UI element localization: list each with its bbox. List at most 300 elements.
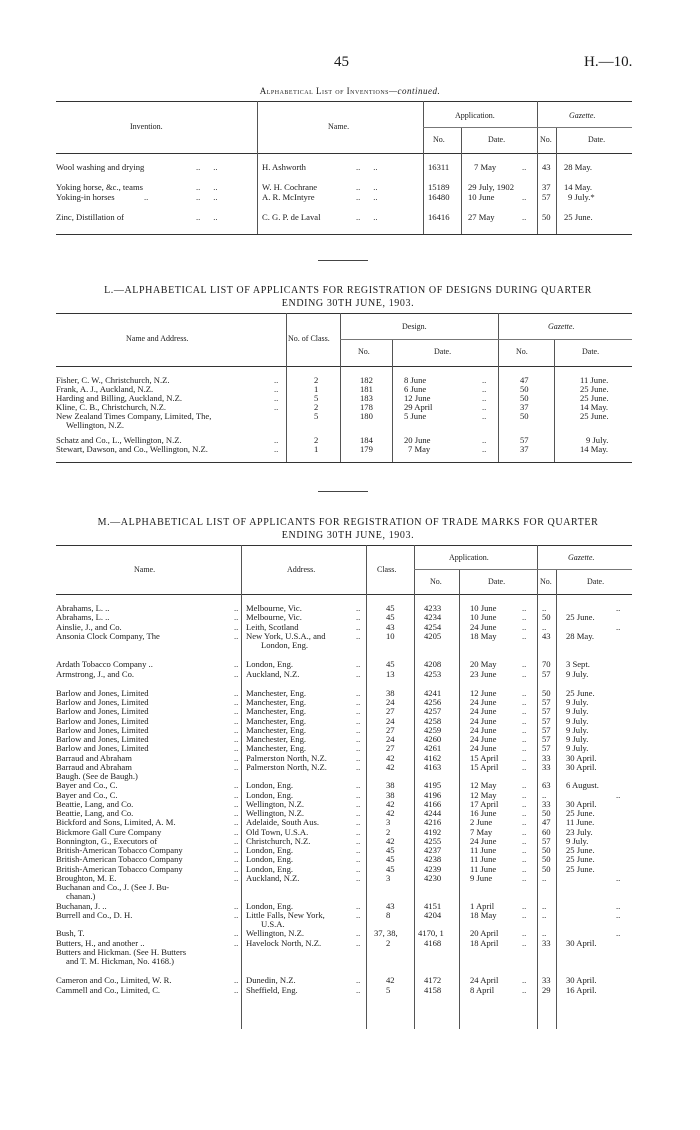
cell-design-date: 12 June [404,393,431,403]
cell-app-date: 7 May [470,826,493,837]
col-header-date: Date. [588,135,606,144]
cell-gaz-date: 11 June. [566,817,595,828]
cell-design-no: 182 [360,375,373,385]
cell-gaz-date: .. [616,872,621,883]
subtitle-text: Alphabetical List of Inventions [259,86,389,96]
cell-app-no: 4233 [424,603,442,613]
cell-gaz-date: 30 April. [566,752,597,763]
cell-design-no: 178 [360,402,373,412]
cell-class: 27 [386,724,395,735]
cell-gazette-date: 11 June. [580,375,609,385]
cell-class: 2 [386,937,391,948]
col-header-no: No. [433,135,445,144]
cell-gaz-no: 33 [542,752,551,763]
cell-app-date: 10 June [468,192,495,202]
cell-app-no: 4258 [424,715,442,726]
cell-gazette-date: 14 May. [580,444,609,454]
cell-design-no: 183 [360,393,373,403]
cell-app-no: 4253 [424,668,442,679]
cell-gaz-date: 9 July. [566,668,589,679]
cell-app-date: 15 April [470,761,499,772]
cell-app-date: 1 April [470,900,495,911]
cell-app-no: 4244 [424,808,442,818]
cell-app-date: 18 May [470,630,497,641]
cell-gaz-no: 33 [542,798,551,809]
cell-app-date: 24 June [470,743,497,754]
cell-class: 10 [386,630,395,641]
col-divider [241,545,242,1029]
cell-gaz-no: 70 [542,659,551,670]
cell-address: Wellington, N.Z. [246,798,305,809]
cell-app-date: 16 June [470,808,497,818]
cell-name: C. G. P. de Laval [262,212,321,222]
cell-app-no: 4196 [424,789,442,800]
cell-design-date: 20 June [404,435,431,445]
cell-gaz-no: 57 [542,192,551,202]
cell-address: Old Town, U.S.A. [246,826,309,837]
cell-app-date: 24 June [470,621,497,632]
cell-name: Ainslie, J., and Co. [56,621,122,632]
col-header-class: Class. [377,565,397,574]
cell-address: Sheffield, Eng. [246,984,298,995]
cell-name: Barlow and Jones, Limited [56,724,149,735]
cell-app-no: 4254 [424,621,442,632]
cell-gazette-date: 25 June. [580,411,609,421]
cell-invention: Wool washing and drying [56,162,145,172]
cell-address-cont: U.S.A. [261,919,285,929]
cell-gaz-no: .. [542,909,547,920]
cell-gazette-no: 57 [520,435,529,445]
table-top-rule [56,313,632,314]
cell-app-date: 12 June [470,687,497,698]
cell-gaz-no: 57 [542,724,551,735]
cell-app-date: 9 June [470,872,493,883]
cell-class: 13 [386,668,395,679]
cell-app-no: 4151 [424,900,442,911]
col-divider [340,313,341,462]
cell-name: Barlow and Jones, Limited [56,697,149,707]
cell-app-no: 4205 [424,630,442,641]
cell-gaz-date: 25 June. [566,687,595,698]
cell-name: Beattie, Lang, and Co. [56,808,134,818]
cell-gaz-date: 6 August. [566,780,599,791]
cell-name: New Zealand Times Company, Limited, The, [56,411,212,421]
cell-gaz-date: 16 April. [566,984,597,995]
col-header-gazette: Gazette. [568,553,595,562]
cell-name: Kline, C. B., Christchurch, N.Z. [56,402,167,412]
cell-name: British-American Tobacco Company [56,854,183,865]
cell-gaz-no: .. [542,872,547,883]
cell-class: 1 [314,444,319,454]
cell-name: Barraud and Abraham [56,761,132,772]
cell-gaz-date: 30 April. [566,975,597,986]
cell-name: British-American Tobacco Company [56,845,183,855]
cell-app-date: 7 May [474,162,497,172]
cell-name: W. H. Cochrane [262,182,318,192]
cell-address: Havelock North, N.Z. [246,937,322,948]
col-header-no: No. [430,577,442,586]
col-divider [414,545,415,1029]
cell-gaz-no: 63 [542,780,551,791]
section-separator [318,260,368,261]
cell-name: A. R. McIntyre [262,192,315,202]
cell-gaz-no: 57 [542,835,551,846]
cell-address: Palmerston North, N.Z. [246,761,327,772]
cell-gaz-no: 47 [542,817,551,828]
cell-gaz-no: 33 [542,761,551,772]
cell-gaz-no: .. [542,621,547,632]
cell-invention: Zinc, Distillation of [56,212,125,222]
cell-app-date: 24 June [470,706,497,717]
cell-address: London, Eng. [246,900,294,911]
col-header-no: No. [540,135,552,144]
cell-design-date: 7 May [408,444,431,454]
subheader-rule [414,569,632,570]
trademarks-heading [48,516,648,542]
cell-app-no: 16416 [428,212,450,222]
cell-design-no: 184 [360,435,373,445]
cell-name: Buchanan and Co., J. (See J. Bu- [56,882,170,892]
col-divider [556,569,557,1029]
cell-design-no: 179 [360,444,373,454]
cell-name: Barlow and Jones, Limited [56,687,149,698]
cell-app-date: 12 May [470,780,497,791]
cell-gazette-date: 9 July. [586,435,609,445]
cell-name: Burrell and Co., D. H. [56,909,133,920]
cell-gaz-no: 37 [542,182,551,192]
cell-name: Bayer and Co., C. [56,780,118,791]
cell-app-no: 4237 [424,845,442,855]
cell-app-no: 4238 [424,854,442,865]
cell-class: 24 [386,715,395,726]
col-header-name: Name. [328,122,350,131]
cell-class: 42 [386,835,395,846]
cell-name: Barlow and Jones, Limited [56,715,149,726]
cell-class: 5 [314,411,319,421]
cell-gaz-no: 60 [542,826,551,837]
cell-gaz-no: 50 [542,687,551,698]
cell-class: 27 [386,743,395,754]
cell-app-no: 4162 [424,752,442,763]
cell-name: British-American Tobacco Company [56,863,183,874]
cell-app-no: 4234 [424,612,442,623]
cell-gaz-no: 57 [542,697,551,707]
cell-gaz-no: 50 [542,612,551,623]
cell-gaz-no: 50 [542,808,551,818]
cell-gaz-no: 43 [542,162,551,172]
col-header-name-address: Name and Address. [126,334,189,343]
cell-gaz-date: 23 July. [566,826,593,837]
cell-design-date: 29 April [404,402,433,412]
cell-app-no: 4261 [424,743,442,754]
cell-address: Manchester, Eng. [246,697,307,707]
col-divider [392,339,393,462]
cell-class: 45 [386,659,395,670]
cell-app-no: 4260 [424,734,442,744]
table-bottom-rule [56,234,632,235]
cell-class: 27 [386,706,395,717]
cell-name: Barlow and Jones, Limited [56,734,149,744]
cell-address: Melbourne, Vic. [246,603,302,613]
cell-app-date: 2 June [470,817,493,828]
cell-name: Cammell and Co., Limited, C. [56,984,161,995]
cell-address: London, Eng. [246,659,294,670]
cell-gazette-no: 50 [520,384,529,394]
cell-app-date: 10 June [470,603,497,613]
cell-gazette-no: 50 [520,393,529,403]
cell-address: Auckland, N.Z. [246,668,300,679]
col-divider [554,339,555,462]
cell-address: Manchester, Eng. [246,734,307,744]
cell-class: 37, 38, [374,928,398,939]
table-header-rule [56,366,632,367]
cell-address: London, Eng. [246,863,294,874]
cell-app-no: 4239 [424,863,442,874]
subheader-rule [423,127,632,128]
cell-class: 42 [386,808,395,818]
cell-name-cont: chanan.) [66,891,96,902]
cell-class: 45 [386,854,395,865]
cell-name-cont: and T. M. Hickman, No. 4168.) [66,956,175,966]
cell-name: Schatz and Co., L., Wellington, N.Z. [56,435,182,445]
cell-invention: Yoking-in horses [56,192,115,202]
cell-app-date: 12 May [470,789,497,800]
cell-name: Bonnington, G., Executors of [56,835,158,846]
cell-class: 42 [386,975,395,986]
cell-gaz-date: 30 April. [566,798,597,809]
cell-address: Palmerston North, N.Z. [246,752,327,763]
cell-gaz-no: 57 [542,734,551,744]
cell-name: Bayer and Co., C. [56,789,118,800]
cell-name: Baugh. (See de Baugh.) [56,771,138,781]
cell-gaz-date: 25 June. [566,612,595,623]
cell-name: Bickford and Sons, Limited, A. M. [56,817,176,828]
col-header-invention: Invention. [130,122,163,131]
cell-gaz-date: 9 July. [566,706,589,717]
cell-gaz-date: 3 Sept. [566,659,590,670]
trademarks-heading-line1: M.—ALPHABETICAL LIST OF APPLICANTS FOR REGISTRATION OF TRADE MARKS FOR QUARTER [97,517,599,528]
cell-app-date: 15 April [470,752,499,763]
cell-address: Wellington, N.Z. [246,928,305,939]
cell-gaz-date: 25 June. [566,808,595,818]
document-code: H.—10. [584,54,633,70]
cell-app-date: 24 June [470,734,497,744]
cell-gaz-date: 9 July. [566,697,589,707]
cell-class: 45 [386,845,395,855]
cell-name: Broughton, M. E. [56,872,117,883]
table-header-rule [56,153,632,154]
cell-name: Cameron and Co., Limited, W. R. [56,975,172,986]
cell-gaz-date: 14 May. [564,182,593,192]
cell-name: Barraud and Abraham [56,752,132,763]
cell-app-no: 4255 [424,835,442,846]
cell-app-no: 16480 [428,192,450,202]
cell-name: Ansonia Clock Company, The [56,630,160,641]
cell-gaz-no: 50 [542,212,551,222]
cell-invention: Yoking horse, &c., teams [56,182,143,192]
cell-address: London, Eng. [246,854,294,865]
col-header-date: Date. [488,577,506,586]
cell-address: Manchester, Eng. [246,706,307,717]
col-divider [286,313,287,462]
col-header-application: Application. [455,111,495,120]
cell-app-no: 4170, 1 [418,928,444,939]
cell-gaz-date: 25 June. [566,854,595,865]
col-divider [461,127,462,234]
col-divider [366,545,367,1029]
cell-design-no: 180 [360,411,373,421]
col-header-date: Date. [582,347,600,356]
cell-class: 45 [386,863,395,874]
cell-class: 5 [314,393,319,403]
cell-gaz-no: 33 [542,937,551,948]
cell-app-no: 4192 [424,826,442,837]
cell-app-date: 29 July, 1902 [468,182,514,192]
table-top-rule [56,545,632,546]
cell-gazette-no: 37 [520,444,529,454]
subtitle-continued: —continued. [389,86,441,96]
cell-name: Abrahams, L. .. [56,603,110,613]
cell-class: 2 [314,375,319,385]
cell-gaz-no: 57 [542,743,551,754]
cell-name: Armstrong, J., and Co. [56,668,135,679]
cell-app-no: 16311 [428,162,450,172]
cell-gazette-date: 25 June. [580,393,609,403]
col-header-gazette: Gazette. [569,111,596,120]
trademarks-heading-line2: ENDING 30TH JUNE, 1903. [281,530,415,541]
cell-address: Leith, Scotland [246,621,299,632]
cell-app-no: 4166 [424,798,442,809]
cell-name: H. Ashworth [262,162,306,172]
cell-address: Melbourne, Vic. [246,612,302,623]
cell-gaz-no: 50 [542,854,551,865]
cell-name: Ardath Tobacco Company .. [56,659,153,670]
col-divider [556,127,557,234]
cell-address: Manchester, Eng. [246,687,307,698]
cell-address: Christchurch, N.Z. [246,835,311,846]
cell-app-date: 11 June [470,863,497,874]
cell-class: 3 [386,817,391,828]
cell-gaz-no: 29 [542,984,551,995]
col-header-application: Application. [449,553,489,562]
cell-class: 42 [386,761,395,772]
cell-address: Wellington, N.Z. [246,808,305,818]
cell-class: 8 [386,909,391,920]
cell-address: Auckland, N.Z. [246,872,300,883]
cell-app-no: 4172 [424,975,442,986]
cell-name: Harding and Billing, Auckland, N.Z. [56,393,183,403]
cell-class: 2 [314,402,319,412]
cell-gaz-no: 57 [542,715,551,726]
cell-app-no: 4204 [424,909,442,920]
cell-app-no: 4230 [424,872,442,883]
cell-gaz-date: 9 July. [566,734,589,744]
cell-class: 45 [386,612,395,623]
cell-name: Butters and Hickman. (See H. Butters [56,946,187,957]
col-header-class: No. of Class. [288,334,330,343]
cell-address: Manchester, Eng. [246,724,307,735]
designs-heading [48,284,648,310]
col-divider [537,545,538,1029]
cell-class: 38 [386,789,395,800]
cell-app-date: 24 June [470,697,497,707]
cell-name: Frank, A. J., Auckland, N.Z. [56,384,154,394]
cell-gaz-date: 9 July. [566,835,589,846]
cell-app-no: 4256 [424,697,442,707]
cell-gaz-date: 28 May. [564,162,593,172]
cell-app-no: 4208 [424,659,442,670]
cell-address: London, Eng. [246,789,294,800]
cell-gaz-date: .. [616,603,621,613]
cell-name: Fisher, C. W., Christchurch, N.Z. [56,375,170,385]
cell-app-no: 4195 [424,780,442,791]
cell-app-date: 18 April [470,937,499,948]
col-header-no: No. [516,347,528,356]
cell-class: 2 [314,435,319,445]
cell-address: Dunedin, N.Z. [246,975,296,986]
cell-class: 5 [386,984,391,995]
cell-gaz-no: .. [542,900,547,911]
cell-app-date: 24 June [470,724,497,735]
cell-app-date: 8 April [470,984,495,995]
cell-app-no: 4257 [424,706,442,717]
cell-gaz-date: 30 April. [566,937,597,948]
cell-gaz-no: .. [542,928,547,939]
table-header-rule [56,594,632,595]
col-header-name: Name. [134,565,156,574]
cell-name: Bickmore Gall Cure Company [56,826,162,837]
subheader-rule [340,339,632,340]
cell-app-no: 4158 [424,984,442,995]
cell-gaz-no: 57 [542,706,551,717]
cell-address: Adelaide, South Aus. [246,817,320,828]
table-bottom-rule [56,462,632,463]
col-header-date: Date. [587,577,605,586]
col-header-date: Date. [434,347,452,356]
cell-address: London, Eng. [246,845,294,855]
col-header-gazette: Gazette. [548,322,575,331]
section-separator [318,491,368,492]
cell-name: Stewart, Dawson, and Co., Wellington, N.Z. [56,444,208,454]
cell-app-no: 4168 [424,937,442,948]
cell-gaz-date: 25 June. [564,212,593,222]
cell-class: 2 [386,826,391,837]
cell-app-date: 11 June [470,845,497,855]
cell-address: London, Eng. [246,780,294,791]
cell-class: 43 [386,900,395,911]
cell-gaz-no: 43 [542,630,551,641]
cell-gaz-date: .. [616,909,621,920]
cell-app-date: 24 June [470,835,497,846]
cell-gaz-date: .. [616,900,621,911]
cell-app-date: 24 June [470,715,497,726]
cell-app-no: 4216 [424,817,442,828]
designs-heading-line1: L.—ALPHABETICAL LIST OF APPLICANTS FOR REGISTRATION OF DESIGNS DURING QUARTER [104,285,592,296]
cell-gazette-no: 47 [520,375,529,385]
col-divider [537,101,538,234]
cell-app-date: 24 April [470,975,499,986]
cell-gaz-date: 25 June. [566,845,595,855]
designs-heading-line2: ENDING 30TH JUNE, 1903. [281,298,415,309]
cell-class: 38 [386,687,395,698]
col-header-address: Address. [287,565,316,574]
cell-design-date: 6 June [404,384,427,394]
cell-gazette-date: 14 May. [580,402,609,412]
cell-name: Abrahams, L. .. [56,612,110,623]
cell-app-date: 17 April [470,798,499,809]
cell-gaz-no: .. [542,789,547,800]
cell-gaz-no: 33 [542,975,551,986]
